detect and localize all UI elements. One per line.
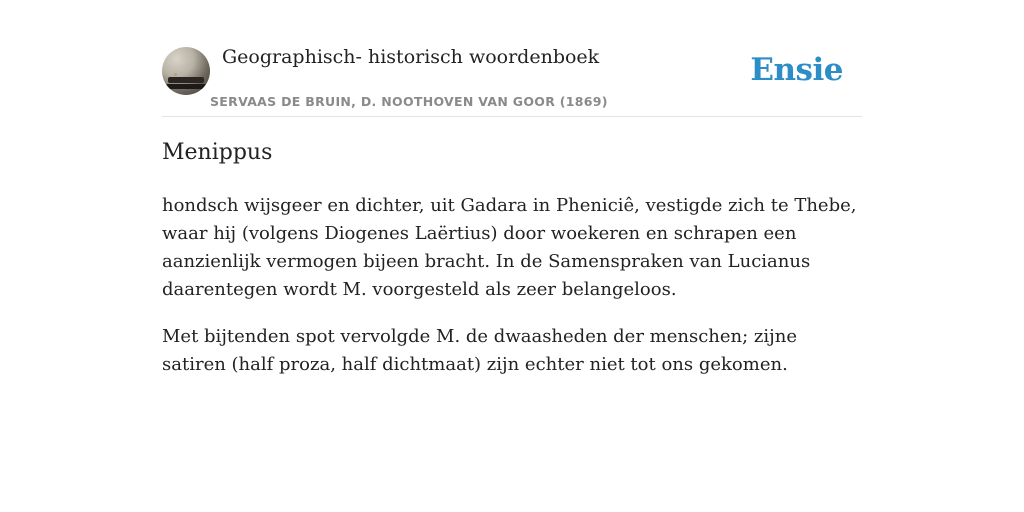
book-cover-icon: [168, 77, 204, 83]
book-title-link[interactable]: Geographisch- historisch woordenboek: [222, 46, 600, 68]
book-header: [162, 0, 862, 117]
page-container: [162, 0, 862, 375]
entry-paragraph: Met bijtenden spot vervolgde M. de dwaasheden der menschen; zijne satiren (half proza, half dichtmaat) zijn echter niet tot ons gekomen.: [162, 326, 797, 375]
ensie-logo-link[interactable]: Ensie: [750, 52, 843, 88]
entry-body: [162, 192, 862, 398]
book-cover-avatar[interactable]: [162, 47, 210, 95]
entry-paragraph: hondsch wijsgeer en dichter, uit Gadara in Pheniciê, vestigde zich te Thebe, waar hij (volgens Diogenes Laërtius) door woekeren en schrapen een aanzienlijk vermogen bijeen bracht. In de Samenspraken van Lucianus daarentegen wordt M. voorgesteld als zeer belangeloos.: [162, 195, 857, 300]
entry-title: Menippus: [162, 140, 273, 165]
book-author-link[interactable]: SERVAAS DE BRUIN, D. NOOTHOVEN VAN GOOR (1869): [210, 94, 608, 109]
